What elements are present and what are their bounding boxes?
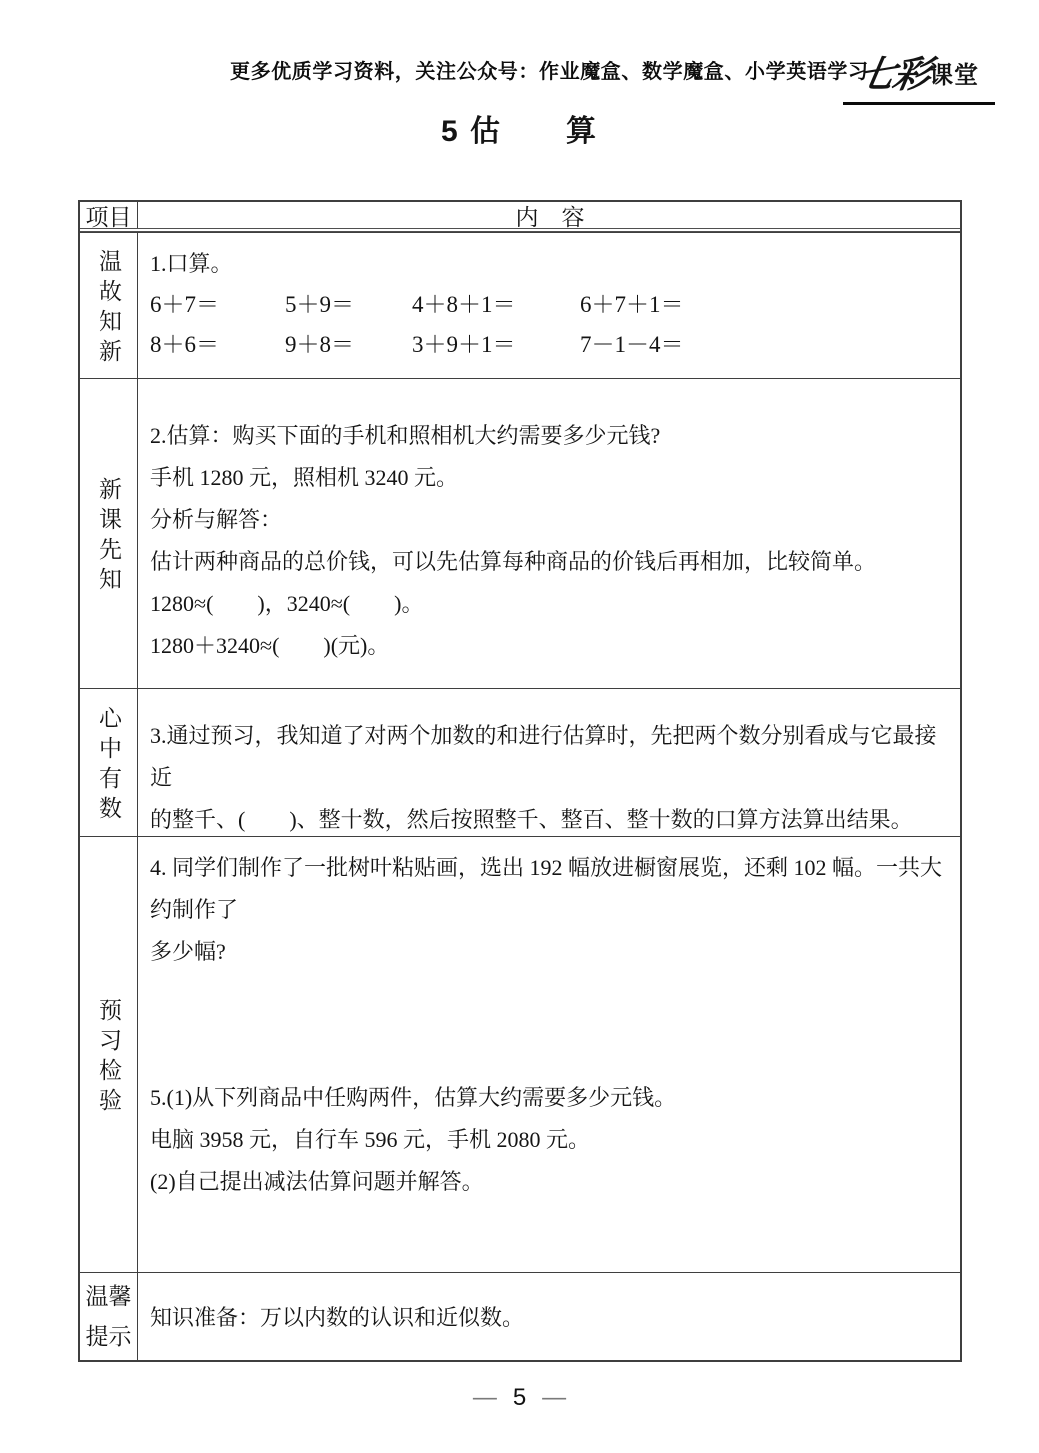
knowledge-prep-note: 知识准备：万以内数的认识和近似数。	[150, 1305, 525, 1330]
footer-page-number: 5	[512, 1384, 527, 1411]
table-header-row	[80, 202, 960, 232]
row-label-key-points	[80, 689, 138, 836]
row-content-tip	[138, 1273, 960, 1360]
equation: 6＋7＝	[150, 292, 219, 317]
footer-dash-left: —	[472, 1384, 497, 1411]
row-content-key-points	[138, 689, 960, 836]
row-label-new-lesson-text: 新课先知	[96, 477, 121, 597]
equation: 9＋8＝	[285, 332, 354, 357]
question-5-part-2: (2)自己提出减法估算问题并解答。	[150, 1169, 484, 1194]
question-4	[150, 837, 950, 973]
row-content-preview-check	[138, 837, 960, 1272]
row-content-new-lesson	[138, 379, 960, 688]
analysis-text: 估计两种商品的总价钱，可以先估算每种商品的价钱后再相加，比较简单。	[150, 549, 877, 574]
worksheet-table	[78, 200, 962, 1362]
price-statement: 手机 1280 元，照相机 3240 元。	[150, 465, 459, 490]
logo-block-text: 课堂	[929, 62, 979, 89]
table-row-new-lesson	[80, 378, 960, 688]
footer-dash-right: —	[542, 1384, 567, 1411]
row-label-tip-line-1: 温馨	[85, 1283, 132, 1309]
summary-line-1: 3.通过预习，我知道了对两个加数的和进行估算时，先把两个数分别看成与它最接近	[150, 723, 937, 790]
equation: 8＋6＝	[150, 332, 219, 357]
equation: 3＋9＋1＝	[412, 332, 516, 357]
sum-blank-line: 1280＋3240≈( )(元)。	[150, 633, 390, 658]
question-5-prices: 电脑 3958 元，自行车 596 元，手机 2080 元。	[150, 1127, 591, 1152]
question-5-part-1: 5.(1)从下列商品中任购两件，估算大约需要多少元钱。	[150, 1085, 677, 1110]
question-5	[150, 1077, 950, 1203]
row-label-tip	[80, 1273, 138, 1360]
table-row-preview-check	[80, 836, 960, 1272]
equation: 5＋9＝	[285, 292, 354, 317]
row-label-tip-line-2: 提示	[85, 1323, 132, 1349]
page-title: 5 估 算	[440, 115, 599, 148]
summary-line-2: 的整千、( )、整十数，然后按照整千、整百、整十数的口算方法算出结果。	[150, 807, 913, 832]
row-label-review	[80, 233, 138, 378]
logo-script-text: 七彩	[854, 52, 933, 96]
question-4-line-2: 多少幅?	[150, 939, 226, 964]
header-cell-content: 内 容	[515, 204, 585, 230]
row-label-new-lesson	[80, 379, 138, 688]
rounding-blanks-line: 1280≈( )，3240≈( )。	[150, 591, 424, 616]
table-row-key-points	[80, 688, 960, 836]
qicai-ketang-logo	[843, 44, 995, 105]
row-label-preview-check	[80, 837, 138, 1272]
page-number-footer	[0, 1384, 1039, 1412]
equation: 4＋8＋1＝	[412, 292, 516, 317]
estimation-question: 2.估算：购买下面的手机和照相机大约需要多少元钱?	[150, 423, 661, 448]
equation-line-2	[150, 325, 950, 365]
row-content-review	[138, 233, 960, 378]
table-row-review	[80, 232, 960, 378]
header-cell-item: 项目	[80, 202, 138, 228]
promo-notice-text: 更多优质学习资料，关注公众号：作业魔盒、数学魔盒、小学英语学习	[230, 61, 869, 83]
row-label-key-points-text: 心中有数	[96, 706, 121, 826]
equation: 6＋7＋1＝	[580, 292, 684, 317]
equation-line-1	[150, 285, 950, 325]
row-label-review-text: 温故知新	[96, 249, 121, 369]
equation: 7－1－4＝	[580, 332, 684, 357]
analysis-heading: 分析与解答：	[150, 507, 283, 532]
question-4-line-1: 4. 同学们制作了一批树叶粘贴画，选出 192 幅放进橱窗展览，还剩 102 幅。一共大约制作了	[150, 855, 943, 922]
oral-calc-intro: 1.口算。	[150, 251, 233, 276]
table-row-tip	[80, 1272, 960, 1360]
row-label-preview-check-text: 预习检验	[96, 998, 121, 1118]
